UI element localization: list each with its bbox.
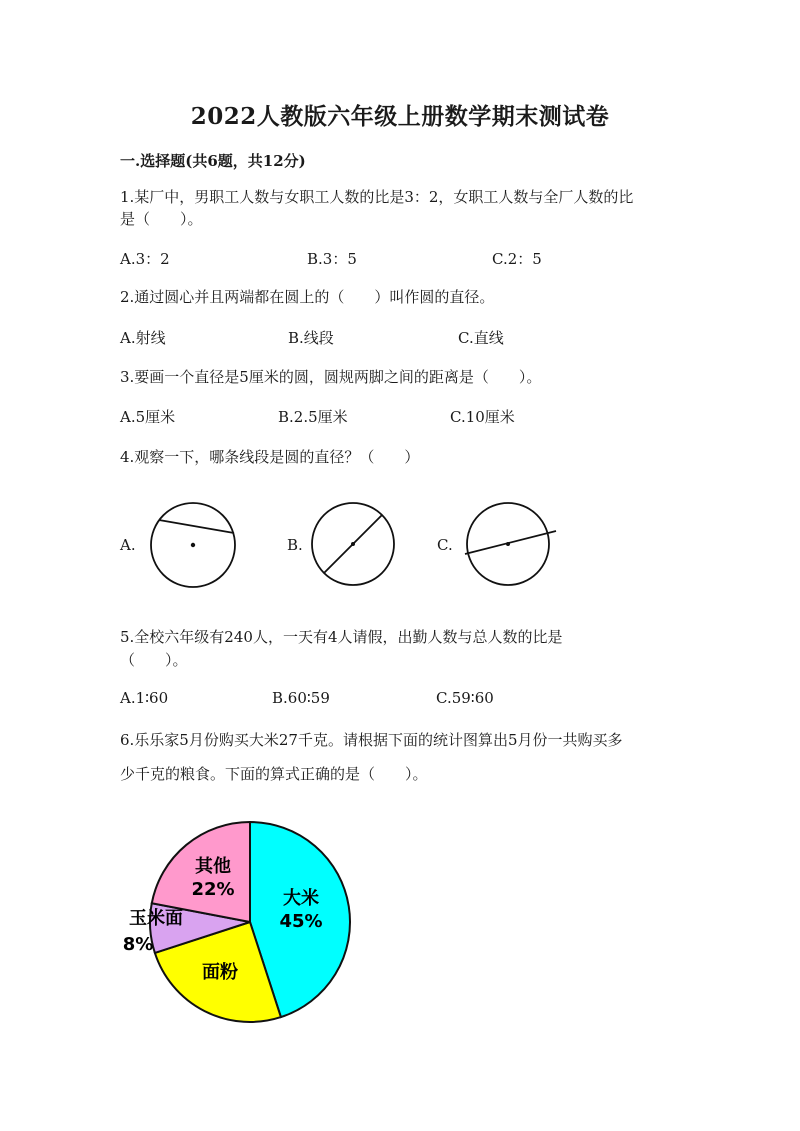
slice-label-rice: 大米 — [283, 888, 319, 909]
question-3-line-1: 3.要画一个直径是5厘米的圆，圆规两脚之间的距离是（ ）。 — [120, 368, 542, 386]
question-2-option-c: C.直线 — [458, 329, 504, 347]
question-1-line-2: 是（ ）。 — [120, 210, 203, 228]
question-5-line-2: （ ）。 — [120, 651, 188, 669]
question-4-option-c: C. — [437, 536, 453, 554]
question-6-line-2: 少千克的粮食。下面的算式正确的是（ ）。 — [120, 765, 428, 783]
question-3-option-a: A.5厘米 — [120, 408, 176, 426]
slice-label-other: 其他 — [195, 856, 231, 877]
circle-figure-c — [465, 503, 556, 585]
page-title: 2022人教版六年级上册数学期末测试卷 — [190, 103, 610, 130]
question-2-option-b: B.线段 — [288, 329, 334, 347]
circle-figure-b — [312, 503, 394, 585]
question-1-option-a: A.3：2 — [120, 250, 170, 268]
question-2-line-1: 2.通过圆心并且两端都在圆上的（ ）叫作圆的直径。 — [120, 288, 495, 306]
question-4-option-a: A. — [120, 536, 136, 554]
slice-label-flour: 面粉 — [202, 962, 238, 983]
question-1-line-1: 1.某厂中，男职工人数与女职工人数的比是3：2，女职工人数与全厂人数的比 — [120, 188, 634, 206]
question-5-option-c: C.59∶60 — [436, 689, 494, 707]
question-3-option-c: C.10厘米 — [450, 408, 515, 426]
grain-pie-chart — [110, 815, 370, 1035]
question-5-option-b: B.60∶59 — [272, 689, 330, 707]
circle-figure-a — [151, 503, 235, 587]
question-3-option-b: B.2.5厘米 — [278, 408, 348, 426]
question-5-option-a: A.1∶60 — [120, 689, 169, 707]
question-5-line-1: 5.全校六年级有240人，一天有4人请假，出勤人数与总人数的比是 — [120, 628, 563, 646]
slice-label-cornmeal: 玉米面 — [129, 908, 183, 929]
slice-percent-rice: 45% — [279, 911, 323, 932]
question-1-option-c: C.2：5 — [492, 250, 542, 268]
question-4-option-b: B. — [287, 536, 303, 554]
slice-percent-cornmeal: 8% — [122, 934, 154, 955]
section-heading: 一.选择题(共6题，共12分) — [120, 152, 306, 170]
question-4-line-1: 4.观察一下，哪条线段是圆的直径？（ ） — [120, 448, 420, 466]
question-6-line-1: 6.乐乐家5月份购买大米27千克。请根据下面的统计图算出5月份一共购买多 — [120, 731, 623, 749]
slice-percent-other: 22% — [191, 879, 235, 900]
question-2-option-a: A.射线 — [120, 329, 166, 347]
question-1-option-b: B.3：5 — [307, 250, 357, 268]
